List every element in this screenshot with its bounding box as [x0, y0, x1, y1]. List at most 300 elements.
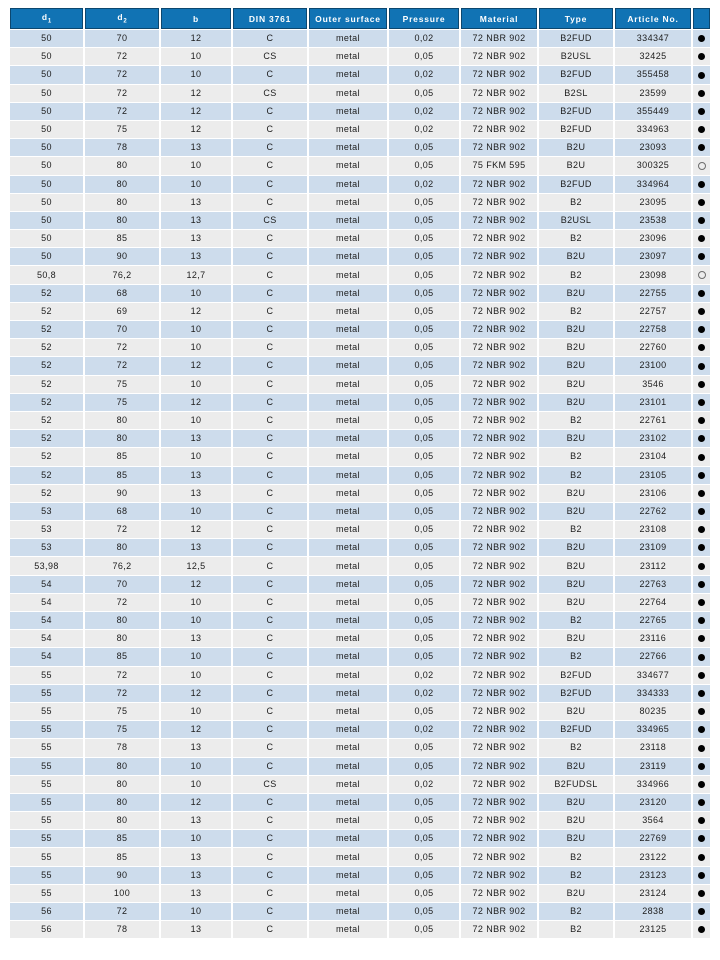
- table-row: [10, 576, 710, 593]
- cell-pressure: 0,05: [389, 339, 459, 356]
- cell-article-no: 22760: [615, 339, 691, 356]
- cell-article-no: 23108: [615, 521, 691, 538]
- table-row: [10, 412, 710, 429]
- table-row: [10, 230, 710, 247]
- cell-d1: 50: [10, 85, 83, 102]
- availability-filled-dot-icon: [698, 308, 705, 315]
- column-header-material: [461, 8, 537, 29]
- cell-d2: 70: [85, 321, 159, 338]
- cell-d2: 72: [85, 521, 159, 538]
- cell-din: CS: [233, 48, 307, 65]
- cell-pressure: 0,05: [389, 794, 459, 811]
- cell-b: 10: [161, 758, 231, 775]
- cell-din: C: [233, 612, 307, 629]
- cell-article-no: 23100: [615, 357, 691, 374]
- cell-type: B2U: [539, 339, 613, 356]
- cell-d1: 53: [10, 521, 83, 538]
- cell-d2: 80: [85, 194, 159, 211]
- cell-material: 72 NBR 902: [461, 66, 537, 83]
- cell-material: 72 NBR 902: [461, 557, 537, 574]
- cell-d1: 55: [10, 703, 83, 720]
- cell-material: 72 NBR 902: [461, 685, 537, 702]
- table-row: [10, 848, 710, 865]
- availability-filled-dot-icon: [698, 144, 705, 151]
- cell-d2: 85: [85, 848, 159, 865]
- cell-b: 10: [161, 376, 231, 393]
- cell-d1: 52: [10, 321, 83, 338]
- cell-material: 72 NBR 902: [461, 667, 537, 684]
- table-row: [10, 176, 710, 193]
- cell-din: C: [233, 521, 307, 538]
- cell-d2: 85: [85, 467, 159, 484]
- cell-availability: [693, 557, 710, 574]
- cell-pressure: 0,05: [389, 139, 459, 156]
- availability-filled-dot-icon: [698, 617, 705, 624]
- table-row: [10, 812, 710, 829]
- cell-d1: 54: [10, 612, 83, 629]
- cell-type: B2: [539, 612, 613, 629]
- column-header-type: [539, 8, 613, 29]
- column-header-label: Article No.: [627, 13, 679, 24]
- cell-d2: 85: [85, 448, 159, 465]
- availability-filled-dot-icon: [698, 690, 705, 697]
- cell-din: C: [233, 630, 307, 647]
- cell-availability: [693, 667, 710, 684]
- cell-article-no: 334333: [615, 685, 691, 702]
- table-row: [10, 248, 710, 265]
- cell-b: 10: [161, 830, 231, 847]
- cell-outer-surface: metal: [309, 539, 387, 556]
- availability-filled-dot-icon: [698, 454, 705, 461]
- cell-b: 13: [161, 139, 231, 156]
- availability-filled-dot-icon: [698, 544, 705, 551]
- cell-d1: 53: [10, 503, 83, 520]
- cell-outer-surface: metal: [309, 66, 387, 83]
- cell-d2: 75: [85, 721, 159, 738]
- cell-pressure: 0,02: [389, 121, 459, 138]
- cell-availability: [693, 212, 710, 229]
- cell-b: 10: [161, 48, 231, 65]
- table-row: [10, 430, 710, 447]
- cell-outer-surface: metal: [309, 430, 387, 447]
- cell-article-no: 22755: [615, 285, 691, 302]
- cell-pressure: 0,05: [389, 521, 459, 538]
- cell-din: C: [233, 121, 307, 138]
- cell-article-no: 334963: [615, 121, 691, 138]
- seal-specification-table: [8, 7, 712, 939]
- cell-pressure: 0,02: [389, 721, 459, 738]
- cell-outer-surface: metal: [309, 485, 387, 502]
- cell-availability: [693, 685, 710, 702]
- cell-type: B2: [539, 521, 613, 538]
- cell-d1: 52: [10, 485, 83, 502]
- cell-pressure: 0,05: [389, 48, 459, 65]
- cell-b: 10: [161, 903, 231, 920]
- availability-filled-dot-icon: [698, 72, 705, 79]
- cell-article-no: 22765: [615, 612, 691, 629]
- cell-type: B2SL: [539, 85, 613, 102]
- cell-b: 10: [161, 412, 231, 429]
- cell-material: 72 NBR 902: [461, 485, 537, 502]
- column-header-din-3761: [233, 8, 307, 29]
- cell-outer-surface: metal: [309, 157, 387, 174]
- cell-material: 72 NBR 902: [461, 321, 537, 338]
- cell-pressure: 0,05: [389, 194, 459, 211]
- cell-type: B2FUDSL: [539, 776, 613, 793]
- cell-availability: [693, 776, 710, 793]
- cell-b: 12: [161, 30, 231, 47]
- cell-material: 72 NBR 902: [461, 339, 537, 356]
- availability-filled-dot-icon: [698, 108, 705, 115]
- cell-din: C: [233, 594, 307, 611]
- cell-article-no: 23098: [615, 266, 691, 283]
- cell-din: CS: [233, 212, 307, 229]
- cell-d1: 52: [10, 448, 83, 465]
- cell-type: B2: [539, 848, 613, 865]
- cell-d2: 90: [85, 485, 159, 502]
- cell-type: B2: [539, 448, 613, 465]
- cell-din: C: [233, 194, 307, 211]
- cell-b: 12: [161, 357, 231, 374]
- cell-din: C: [233, 739, 307, 756]
- cell-type: B2: [539, 648, 613, 665]
- cell-d2: 80: [85, 758, 159, 775]
- table-row: [10, 521, 710, 538]
- column-header-d2: [85, 8, 159, 29]
- cell-din: C: [233, 830, 307, 847]
- cell-pressure: 0,05: [389, 485, 459, 502]
- cell-d2: 75: [85, 394, 159, 411]
- cell-outer-surface: metal: [309, 903, 387, 920]
- cell-type: B2U: [539, 576, 613, 593]
- column-header-pressure: [389, 8, 459, 29]
- cell-type: B2USL: [539, 48, 613, 65]
- cell-d1: 52: [10, 430, 83, 447]
- cell-type: B2U: [539, 539, 613, 556]
- cell-b: 10: [161, 321, 231, 338]
- cell-d1: 50: [10, 139, 83, 156]
- cell-outer-surface: metal: [309, 594, 387, 611]
- cell-availability: [693, 48, 710, 65]
- table-row: [10, 339, 710, 356]
- cell-d1: 50,8: [10, 266, 83, 283]
- cell-b: 12: [161, 103, 231, 120]
- cell-type: B2: [539, 194, 613, 211]
- cell-din: C: [233, 139, 307, 156]
- availability-filled-dot-icon: [698, 581, 705, 588]
- cell-article-no: 23101: [615, 394, 691, 411]
- cell-d2: 68: [85, 285, 159, 302]
- cell-d1: 50: [10, 194, 83, 211]
- cell-d2: 76,2: [85, 266, 159, 283]
- cell-din: C: [233, 448, 307, 465]
- cell-outer-surface: metal: [309, 321, 387, 338]
- cell-d1: 52: [10, 285, 83, 302]
- cell-din: C: [233, 285, 307, 302]
- cell-din: C: [233, 848, 307, 865]
- availability-filled-dot-icon: [698, 381, 705, 388]
- cell-article-no: 355449: [615, 103, 691, 120]
- cell-type: B2U: [539, 139, 613, 156]
- cell-pressure: 0,02: [389, 30, 459, 47]
- cell-type: B2U: [539, 321, 613, 338]
- cell-availability: [693, 394, 710, 411]
- table-row: [10, 139, 710, 156]
- cell-outer-surface: metal: [309, 721, 387, 738]
- cell-material: 72 NBR 902: [461, 412, 537, 429]
- cell-din: C: [233, 903, 307, 920]
- cell-din: C: [233, 176, 307, 193]
- cell-article-no: 23112: [615, 557, 691, 574]
- availability-open-dot-icon: [698, 271, 706, 279]
- cell-d2: 80: [85, 157, 159, 174]
- cell-b: 10: [161, 612, 231, 629]
- table-row: [10, 830, 710, 847]
- cell-b: 10: [161, 285, 231, 302]
- cell-outer-surface: metal: [309, 212, 387, 229]
- column-header-label: Material: [479, 13, 519, 24]
- cell-d2: 100: [85, 885, 159, 902]
- cell-pressure: 0,05: [389, 921, 459, 938]
- table-row: [10, 776, 710, 793]
- column-header-article-no: [615, 8, 691, 29]
- cell-b: 13: [161, 430, 231, 447]
- cell-b: 12,5: [161, 557, 231, 574]
- cell-d1: 54: [10, 594, 83, 611]
- availability-filled-dot-icon: [698, 490, 705, 497]
- cell-b: 13: [161, 630, 231, 647]
- cell-pressure: 0,05: [389, 648, 459, 665]
- cell-type: B2FUD: [539, 667, 613, 684]
- cell-outer-surface: metal: [309, 758, 387, 775]
- cell-availability: [693, 30, 710, 47]
- cell-article-no: 23124: [615, 885, 691, 902]
- cell-type: B2FUD: [539, 66, 613, 83]
- cell-outer-surface: metal: [309, 85, 387, 102]
- cell-pressure: 0,05: [389, 612, 459, 629]
- cell-pressure: 0,05: [389, 848, 459, 865]
- cell-material: 75 FKM 595: [461, 157, 537, 174]
- cell-article-no: 23599: [615, 85, 691, 102]
- cell-d1: 54: [10, 576, 83, 593]
- cell-material: 72 NBR 902: [461, 467, 537, 484]
- cell-article-no: 23096: [615, 230, 691, 247]
- cell-article-no: 334677: [615, 667, 691, 684]
- cell-material: 72 NBR 902: [461, 594, 537, 611]
- availability-filled-dot-icon: [698, 53, 705, 60]
- cell-article-no: 23105: [615, 467, 691, 484]
- cell-type: B2U: [539, 485, 613, 502]
- column-header-outer-surface: [309, 8, 387, 29]
- cell-b: 13: [161, 921, 231, 938]
- cell-article-no: 22757: [615, 303, 691, 320]
- cell-type: B2U: [539, 157, 613, 174]
- cell-outer-surface: metal: [309, 266, 387, 283]
- cell-type: B2FUD: [539, 721, 613, 738]
- cell-d2: 75: [85, 703, 159, 720]
- cell-outer-surface: metal: [309, 521, 387, 538]
- cell-d2: 72: [85, 685, 159, 702]
- cell-b: 10: [161, 157, 231, 174]
- cell-d2: 72: [85, 85, 159, 102]
- cell-d2: 70: [85, 576, 159, 593]
- cell-availability: [693, 339, 710, 356]
- cell-pressure: 0,05: [389, 266, 459, 283]
- cell-d1: 55: [10, 776, 83, 793]
- cell-din: CS: [233, 776, 307, 793]
- cell-material: 72 NBR 902: [461, 885, 537, 902]
- cell-outer-surface: metal: [309, 703, 387, 720]
- availability-filled-dot-icon: [698, 326, 705, 333]
- cell-article-no: 23538: [615, 212, 691, 229]
- cell-din: C: [233, 503, 307, 520]
- availability-filled-dot-icon: [698, 217, 705, 224]
- cell-material: 72 NBR 902: [461, 794, 537, 811]
- cell-d2: 80: [85, 430, 159, 447]
- cell-article-no: 22761: [615, 412, 691, 429]
- cell-article-no: 23102: [615, 430, 691, 447]
- cell-outer-surface: metal: [309, 667, 387, 684]
- cell-material: 72 NBR 902: [461, 230, 537, 247]
- cell-article-no: 22763: [615, 576, 691, 593]
- cell-availability: [693, 412, 710, 429]
- cell-d2: 78: [85, 139, 159, 156]
- cell-outer-surface: metal: [309, 176, 387, 193]
- cell-d1: 50: [10, 176, 83, 193]
- cell-b: 13: [161, 539, 231, 556]
- cell-article-no: 22769: [615, 830, 691, 847]
- table-row: [10, 48, 710, 65]
- cell-d1: 52: [10, 412, 83, 429]
- cell-pressure: 0,05: [389, 157, 459, 174]
- cell-material: 72 NBR 902: [461, 776, 537, 793]
- cell-pressure: 0,05: [389, 557, 459, 574]
- cell-article-no: 22766: [615, 648, 691, 665]
- cell-outer-surface: metal: [309, 794, 387, 811]
- availability-filled-dot-icon: [698, 599, 705, 606]
- cell-availability: [693, 794, 710, 811]
- availability-filled-dot-icon: [698, 35, 705, 42]
- cell-availability: [693, 194, 710, 211]
- cell-b: 12: [161, 521, 231, 538]
- column-header-subscript: 2: [123, 18, 127, 25]
- table-row: [10, 467, 710, 484]
- cell-d1: 54: [10, 630, 83, 647]
- cell-b: 13: [161, 467, 231, 484]
- cell-b: 13: [161, 194, 231, 211]
- cell-article-no: 23109: [615, 539, 691, 556]
- cell-type: B2FUD: [539, 103, 613, 120]
- cell-d2: 69: [85, 303, 159, 320]
- availability-filled-dot-icon: [698, 817, 705, 824]
- cell-d2: 80: [85, 812, 159, 829]
- availability-filled-dot-icon: [698, 654, 705, 661]
- cell-d1: 50: [10, 230, 83, 247]
- cell-article-no: 23095: [615, 194, 691, 211]
- cell-type: B2FUD: [539, 30, 613, 47]
- cell-availability: [693, 612, 710, 629]
- cell-d2: 72: [85, 594, 159, 611]
- cell-pressure: 0,05: [389, 85, 459, 102]
- table-row: [10, 794, 710, 811]
- cell-pressure: 0,05: [389, 758, 459, 775]
- cell-din: C: [233, 339, 307, 356]
- column-header-label: DIN 3761: [248, 13, 292, 24]
- cell-material: 72 NBR 902: [461, 648, 537, 665]
- cell-d1: 50: [10, 103, 83, 120]
- cell-din: C: [233, 921, 307, 938]
- table-row: [10, 503, 710, 520]
- cell-article-no: 23123: [615, 867, 691, 884]
- cell-d2: 76,2: [85, 557, 159, 574]
- cell-availability: [693, 376, 710, 393]
- cell-article-no: 23120: [615, 794, 691, 811]
- cell-material: 72 NBR 902: [461, 48, 537, 65]
- cell-type: B2: [539, 303, 613, 320]
- cell-material: 72 NBR 902: [461, 266, 537, 283]
- cell-availability: [693, 703, 710, 720]
- cell-outer-surface: metal: [309, 303, 387, 320]
- table-row: [10, 612, 710, 629]
- cell-d1: 53: [10, 539, 83, 556]
- cell-pressure: 0,05: [389, 503, 459, 520]
- cell-material: 72 NBR 902: [461, 430, 537, 447]
- cell-type: B2: [539, 903, 613, 920]
- cell-d1: 55: [10, 885, 83, 902]
- cell-availability: [693, 885, 710, 902]
- cell-pressure: 0,05: [389, 212, 459, 229]
- availability-filled-dot-icon: [698, 363, 705, 370]
- cell-d2: 72: [85, 903, 159, 920]
- table-row: [10, 357, 710, 374]
- cell-type: B2U: [539, 557, 613, 574]
- cell-availability: [693, 921, 710, 938]
- cell-d1: 55: [10, 685, 83, 702]
- cell-article-no: 22758: [615, 321, 691, 338]
- cell-d1: 50: [10, 157, 83, 174]
- cell-type: B2FUD: [539, 176, 613, 193]
- cell-pressure: 0,02: [389, 176, 459, 193]
- table-row: [10, 667, 710, 684]
- cell-outer-surface: metal: [309, 612, 387, 629]
- cell-pressure: 0,05: [389, 539, 459, 556]
- cell-availability: [693, 321, 710, 338]
- availability-filled-dot-icon: [698, 563, 705, 570]
- cell-type: B2U: [539, 812, 613, 829]
- cell-pressure: 0,05: [389, 376, 459, 393]
- cell-din: C: [233, 721, 307, 738]
- cell-pressure: 0,05: [389, 703, 459, 720]
- cell-d1: 54: [10, 648, 83, 665]
- cell-availability: [693, 357, 710, 374]
- cell-outer-surface: metal: [309, 776, 387, 793]
- cell-outer-surface: metal: [309, 812, 387, 829]
- cell-b: 10: [161, 648, 231, 665]
- cell-d1: 55: [10, 667, 83, 684]
- cell-outer-surface: metal: [309, 103, 387, 120]
- cell-article-no: 22762: [615, 503, 691, 520]
- cell-din: C: [233, 412, 307, 429]
- cell-din: C: [233, 667, 307, 684]
- cell-d1: 52: [10, 376, 83, 393]
- column-header-label: d: [41, 12, 48, 23]
- table-row: [10, 485, 710, 502]
- cell-material: 72 NBR 902: [461, 703, 537, 720]
- cell-article-no: 334347: [615, 30, 691, 47]
- table-row: [10, 66, 710, 83]
- cell-outer-surface: metal: [309, 339, 387, 356]
- cell-outer-surface: metal: [309, 921, 387, 938]
